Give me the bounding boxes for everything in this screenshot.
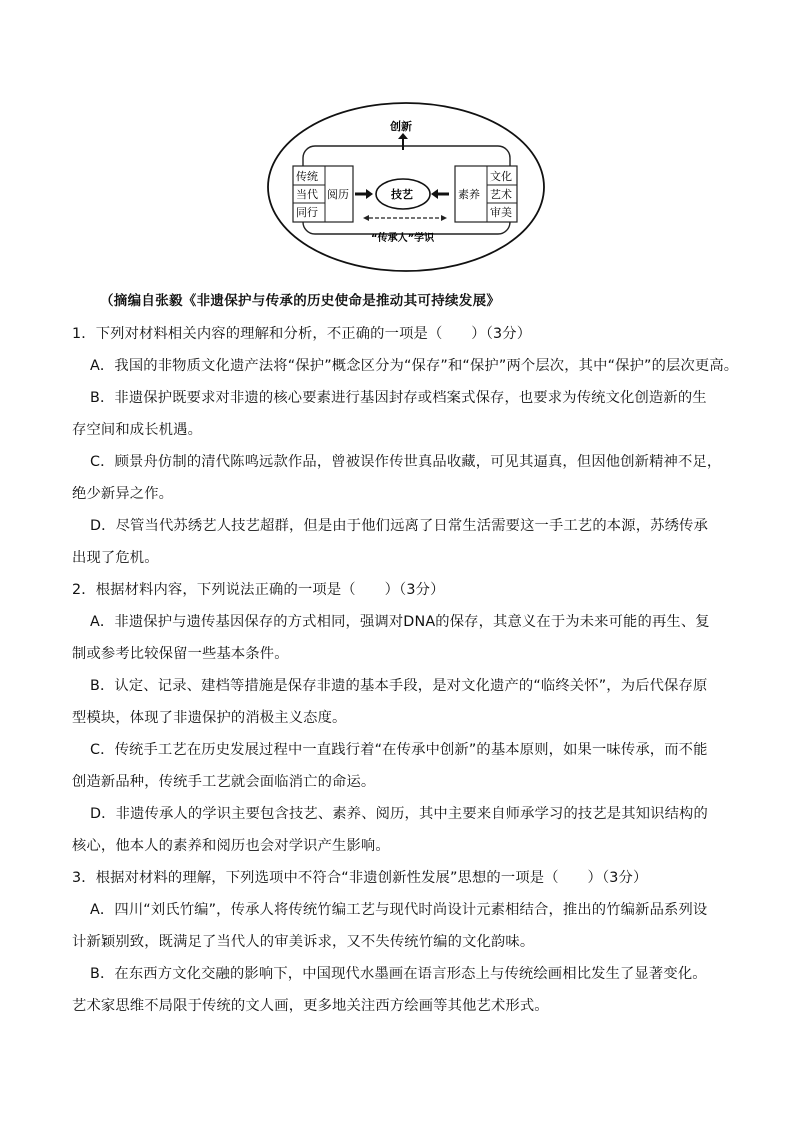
q1-option-c: C．顾景舟仿制的清代陈鸣远款作品，曾被误作传世真品收藏，可见其逼真，但因他创新精神不足， xyxy=(90,454,722,470)
q2-option-d-cont: 核心，他本人的素养和阅历也会对学识产生影响。 xyxy=(72,838,390,854)
q2-option-c: C．传统手工艺在历史发展过程中一直践行着“在传承中创新”的基本原则，如果一味传承，而不能 xyxy=(90,742,708,758)
right-item-aesthetics: 审美 xyxy=(490,206,512,219)
source-caption: （摘编自张毅《非遗保护与传承的历史使命是推动其可持续发展》 xyxy=(100,293,501,309)
q2-option-b-cont: 型模块，体现了非遗保护的消极主义态度。 xyxy=(72,710,347,726)
q1-option-b: B．非遗保护既要求对非遗的核心要素进行基因封存或档案式保存，也要求为传统文化创造新的生 xyxy=(90,390,707,406)
q2-option-c-cont: 创造新品种，传统手工艺就会面临消亡的命运。 xyxy=(72,774,376,790)
question-1-stem: 1．下列对材料相关内容的理解和分析，不正确的一项是（ ）（3分） xyxy=(72,326,532,342)
inheritor-knowledge-diagram xyxy=(265,100,548,274)
right-label-cultivation: 素养 xyxy=(458,188,480,201)
left-item-traditional: 传统 xyxy=(296,170,318,183)
q2-option-b: B．认定、记录、建档等措施是保存非遗的基本手段，是对文化遗产的“临终关怀”，为后代保存原 xyxy=(90,678,708,694)
left-item-peers: 同行 xyxy=(296,206,318,219)
diagram-top-label: 创新 xyxy=(390,120,412,133)
right-item-culture: 文化 xyxy=(490,170,512,183)
q2-option-d: D．非遗传承人的学识主要包含技艺、素养、阅历，其中主要来自师承学习的技艺是其知识结构的 xyxy=(90,806,708,822)
q3-option-a-cont: 计新颖别致，既满足了当代人的审美诉求，又不失传统竹编的文化韵味。 xyxy=(72,934,535,950)
q1-option-d-cont: 出现了危机。 xyxy=(72,550,159,566)
q1-option-c-cont: 绝少新异之作。 xyxy=(72,486,174,502)
q3-option-b-cont: 艺术家思维不局限于传统的文人画，更多地关注西方绘画等其他艺术形式。 xyxy=(72,998,549,1014)
q2-option-a-cont: 制或参考比较保留一些基本条件。 xyxy=(72,646,289,662)
q3-option-b: B．在东西方文化交融的影响下，中国现代水墨画在语言形态上与传统绘画相比发生了显著变化。 xyxy=(90,966,707,982)
q1-option-b-cont: 存空间和成长机遇。 xyxy=(72,422,203,438)
question-2-stem: 2．根据材料内容，下列说法正确的一项是（ ）（3分） xyxy=(72,582,445,598)
left-item-contemporary: 当代 xyxy=(296,188,318,201)
question-3-stem: 3．根据对材料的理解，下列选项中不符合“非遗创新性发展”思想的一项是（ ）（3分） xyxy=(72,870,648,886)
q2-option-a: A．非遗保护与遗传基因保存的方式相同，强调对DNA的保存，其意义在于为未来可能的再生、复 xyxy=(90,614,710,630)
q3-option-a: A．四川“刘氏竹编”，传承人将传统竹编工艺与现代时尚设计元素相结合，推出的竹编新品系列设 xyxy=(90,902,708,918)
left-label-experience: 阅历 xyxy=(327,188,349,201)
diagram-bottom-label: “传承人”学识 xyxy=(371,233,435,244)
diagram-center-label: 技艺 xyxy=(391,188,413,201)
right-item-art: 艺术 xyxy=(490,188,512,201)
q1-option-a: A．我国的非物质文化遗产法将“保护”概念区分为“保存”和“保护”两个层次，其中“保护”的层次更高。 xyxy=(90,358,739,374)
q1-option-d: D．尽管当代苏绣艺人技艺超群，但是由于他们远离了日常生活需要这一手工艺的本源，苏绣传承 xyxy=(90,518,708,534)
